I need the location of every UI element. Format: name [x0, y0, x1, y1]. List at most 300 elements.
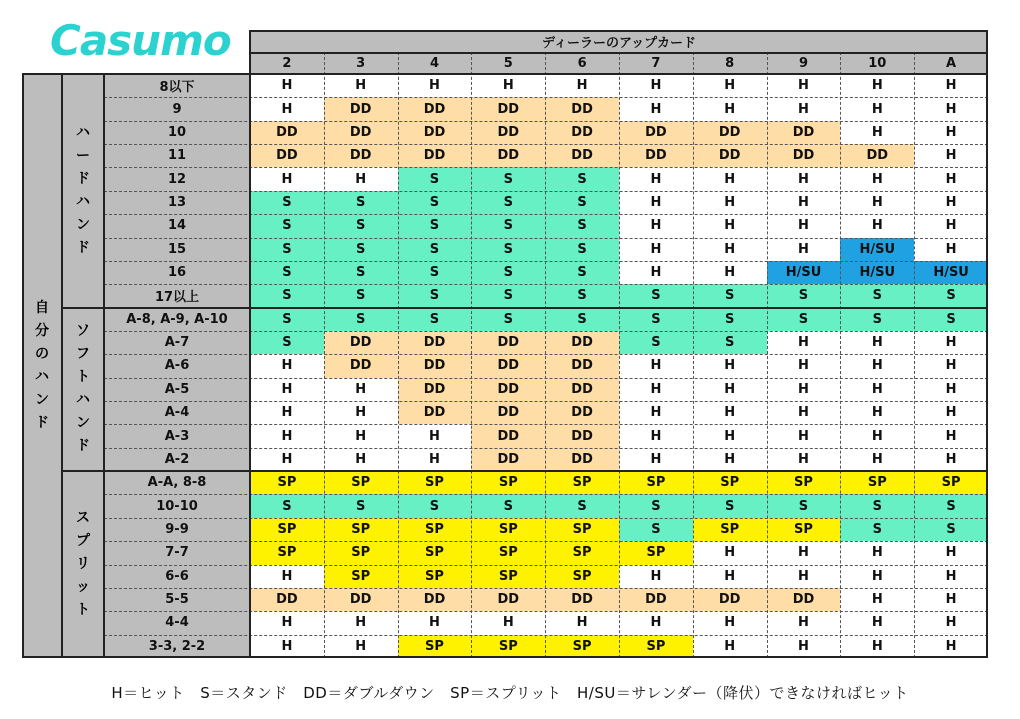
action-cell: H: [693, 611, 767, 634]
action-cell: S: [914, 518, 988, 541]
action-cell: H: [398, 448, 472, 471]
action-cell: H: [767, 611, 841, 634]
action-cell: H: [693, 401, 767, 424]
dealer-header: ディーラーのアップカード: [250, 30, 988, 52]
action-cell: S: [398, 167, 472, 190]
hand-label: 9-9: [104, 518, 250, 541]
action-cell: H: [767, 167, 841, 190]
action-cell: SP: [471, 518, 545, 541]
action-cell: S: [324, 214, 398, 237]
action-cell: SP: [914, 471, 988, 494]
hand-label: 10-10: [104, 494, 250, 517]
action-cell: DD: [324, 354, 398, 377]
action-cell: S: [840, 284, 914, 307]
hard-hand-label: [62, 74, 104, 308]
group-label-char: プ: [76, 533, 90, 550]
action-cell: DD: [619, 121, 693, 144]
group-label-char: ソ: [76, 323, 90, 340]
action-cell: H: [767, 238, 841, 261]
action-cell: H: [693, 378, 767, 401]
action-cell: S: [471, 238, 545, 261]
action-cell: H: [914, 354, 988, 377]
action-cell: DD: [250, 144, 324, 167]
action-cell: S: [545, 167, 619, 190]
action-cell: SP: [545, 565, 619, 588]
action-cell: DD: [471, 424, 545, 447]
action-cell: H: [250, 167, 324, 190]
action-cell: H: [545, 74, 619, 97]
action-cell: S: [693, 494, 767, 517]
group-label-char: ト: [76, 369, 90, 386]
action-cell: DD: [471, 448, 545, 471]
casumo-logo: Casumo: [50, 16, 231, 65]
group-label-char: ハ: [76, 193, 90, 210]
border-line: [986, 30, 988, 658]
group-label-char: ス: [76, 510, 90, 527]
player-hand-char: ン: [35, 392, 49, 408]
action-cell: DD: [545, 144, 619, 167]
action-cell: SP: [693, 471, 767, 494]
action-cell: H: [914, 238, 988, 261]
legend: H＝ヒット S＝スタンド DD＝ダブルダウン SP＝スプリット H/SU＝サレンダー（降伏）できなければヒット: [111, 684, 909, 702]
action-cell: S: [398, 214, 472, 237]
player-hand-label: [22, 74, 62, 658]
action-cell: S: [471, 494, 545, 517]
action-cell: H: [324, 448, 398, 471]
action-cell: SP: [545, 471, 619, 494]
border-line: [62, 307, 988, 309]
action-cell: H: [840, 97, 914, 120]
col-divider: [324, 52, 325, 658]
action-cell: SP: [767, 471, 841, 494]
action-cell: H: [619, 448, 693, 471]
action-cell: H: [840, 588, 914, 611]
action-cell: SP: [250, 471, 324, 494]
action-cell: DD: [545, 354, 619, 377]
action-cell: DD: [398, 97, 472, 120]
action-cell: H: [767, 635, 841, 658]
action-cell: SP: [398, 541, 472, 564]
hand-label: A-3: [104, 424, 250, 447]
action-cell: SP: [398, 518, 472, 541]
action-cell: H: [767, 191, 841, 214]
action-cell: S: [693, 284, 767, 307]
action-cell: SP: [398, 565, 472, 588]
action-cell: S: [619, 494, 693, 517]
dealer-card-2: 2: [250, 52, 324, 74]
hand-label: A-5: [104, 378, 250, 401]
action-cell: SP: [471, 541, 545, 564]
action-cell: H: [914, 191, 988, 214]
action-cell: H: [914, 424, 988, 447]
dealer-card-3: 3: [324, 52, 398, 74]
action-cell: DD: [767, 121, 841, 144]
action-cell: S: [767, 494, 841, 517]
action-cell: H: [767, 401, 841, 424]
action-cell: S: [545, 191, 619, 214]
action-cell: S: [471, 284, 545, 307]
action-cell: DD: [324, 588, 398, 611]
action-cell: H: [840, 401, 914, 424]
action-cell: H: [914, 541, 988, 564]
action-cell: H: [250, 448, 324, 471]
action-cell: SP: [545, 541, 619, 564]
hand-label: A-7: [104, 331, 250, 354]
border-line: [250, 52, 988, 54]
group-label-char: ン: [76, 216, 90, 233]
action-cell: H: [619, 97, 693, 120]
action-cell: H: [914, 331, 988, 354]
action-cell: S: [840, 308, 914, 331]
action-cell: SP: [545, 635, 619, 658]
action-cell: H: [619, 401, 693, 424]
action-cell: S: [398, 308, 472, 331]
action-cell: H: [693, 167, 767, 190]
action-cell: DD: [840, 144, 914, 167]
col-divider: [693, 52, 694, 658]
action-cell: S: [250, 308, 324, 331]
action-cell: H: [398, 74, 472, 97]
action-cell: S: [398, 494, 472, 517]
action-cell: SP: [619, 541, 693, 564]
hand-label: 10: [104, 121, 250, 144]
action-cell: H: [693, 424, 767, 447]
action-cell: S: [250, 214, 324, 237]
action-cell: H: [619, 214, 693, 237]
action-cell: DD: [619, 144, 693, 167]
action-cell: H: [619, 261, 693, 284]
action-cell: SP: [250, 541, 324, 564]
action-cell: SP: [471, 471, 545, 494]
action-cell: DD: [398, 144, 472, 167]
action-cell: H: [250, 401, 324, 424]
action-cell: S: [324, 261, 398, 284]
border-line: [22, 73, 988, 75]
col-divider: [619, 52, 620, 658]
action-cell: SP: [324, 518, 398, 541]
action-cell: DD: [545, 401, 619, 424]
action-cell: H: [767, 378, 841, 401]
action-cell: H: [914, 448, 988, 471]
action-cell: S: [840, 494, 914, 517]
action-cell: H: [693, 354, 767, 377]
action-cell: H/SU: [840, 261, 914, 284]
action-cell: S: [398, 191, 472, 214]
action-cell: H: [840, 448, 914, 471]
dealer-card-9: 9: [767, 52, 841, 74]
action-cell: SP: [471, 565, 545, 588]
action-cell: DD: [471, 588, 545, 611]
action-cell: DD: [471, 331, 545, 354]
action-cell: H: [767, 214, 841, 237]
action-cell: SP: [545, 518, 619, 541]
hand-label: 9: [104, 97, 250, 120]
action-cell: DD: [398, 331, 472, 354]
action-cell: S: [471, 214, 545, 237]
action-cell: H: [914, 588, 988, 611]
action-cell: S: [619, 308, 693, 331]
action-cell: S: [250, 331, 324, 354]
action-cell: SP: [250, 518, 324, 541]
action-cell: SP: [471, 635, 545, 658]
action-cell: H: [693, 261, 767, 284]
action-cell: S: [767, 284, 841, 307]
action-cell: DD: [471, 401, 545, 424]
dealer-card-10: 10: [840, 52, 914, 74]
action-cell: S: [619, 284, 693, 307]
action-cell: DD: [324, 331, 398, 354]
action-cell: S: [914, 308, 988, 331]
group-label-char: ド: [76, 438, 90, 455]
action-cell: DD: [398, 354, 472, 377]
dealer-card-5: 5: [471, 52, 545, 74]
action-cell: H: [250, 378, 324, 401]
action-cell: H: [619, 74, 693, 97]
group-label-char: ド: [76, 239, 90, 256]
action-cell: H: [250, 611, 324, 634]
hand-label: A-6: [104, 354, 250, 377]
action-cell: H/SU: [840, 238, 914, 261]
action-cell: H: [914, 144, 988, 167]
split-label: [62, 471, 104, 658]
dealer-card-4: 4: [398, 52, 472, 74]
action-cell: H: [619, 354, 693, 377]
action-cell: H: [250, 97, 324, 120]
action-cell: H: [693, 448, 767, 471]
action-cell: H: [693, 97, 767, 120]
action-cell: S: [767, 308, 841, 331]
action-cell: DD: [767, 588, 841, 611]
action-cell: S: [398, 238, 472, 261]
hand-label: 3-3, 2-2: [104, 635, 250, 658]
action-cell: H: [767, 448, 841, 471]
action-cell: H: [914, 74, 988, 97]
border-line: [62, 470, 988, 472]
action-cell: DD: [398, 588, 472, 611]
action-cell: H: [250, 74, 324, 97]
group-label-char: リ: [76, 556, 90, 573]
action-cell: H: [914, 635, 988, 658]
action-cell: H: [914, 401, 988, 424]
hand-label: 13: [104, 191, 250, 214]
action-cell: S: [324, 191, 398, 214]
action-cell: H: [914, 378, 988, 401]
action-cell: H: [250, 354, 324, 377]
action-cell: H: [324, 635, 398, 658]
group-label-char: ー: [76, 147, 90, 164]
action-cell: S: [250, 494, 324, 517]
border-line: [249, 74, 251, 658]
action-cell: H: [840, 167, 914, 190]
action-cell: S: [250, 261, 324, 284]
hand-label: 6-6: [104, 565, 250, 588]
action-cell: H: [840, 611, 914, 634]
action-cell: DD: [398, 121, 472, 144]
player-hand-char: ハ: [35, 369, 49, 385]
action-cell: DD: [471, 144, 545, 167]
action-cell: H: [693, 565, 767, 588]
action-cell: H: [619, 238, 693, 261]
action-cell: H: [324, 424, 398, 447]
action-cell: H: [619, 378, 693, 401]
action-cell: S: [545, 284, 619, 307]
group-label-char: フ: [76, 346, 90, 363]
action-cell: H: [840, 214, 914, 237]
dealer-card-A: A: [914, 52, 988, 74]
border-line: [250, 30, 988, 32]
col-divider: [471, 52, 472, 658]
action-cell: SP: [324, 541, 398, 564]
hand-label: 17以上: [104, 284, 250, 307]
action-cell: H: [324, 401, 398, 424]
action-cell: DD: [545, 121, 619, 144]
action-cell: S: [545, 261, 619, 284]
action-cell: DD: [545, 378, 619, 401]
dealer-card-6: 6: [545, 52, 619, 74]
action-cell: H: [767, 97, 841, 120]
hand-label: 7-7: [104, 541, 250, 564]
hand-label: 12: [104, 167, 250, 190]
player-hand-char: 分: [35, 323, 49, 339]
action-cell: S: [619, 331, 693, 354]
action-cell: DD: [693, 588, 767, 611]
action-cell: SP: [619, 635, 693, 658]
action-cell: S: [324, 238, 398, 261]
action-cell: H: [619, 565, 693, 588]
player-hand-char: 自: [35, 300, 49, 316]
player-hand-char: ド: [35, 415, 49, 431]
action-cell: H/SU: [767, 261, 841, 284]
action-cell: S: [250, 284, 324, 307]
action-cell: H: [767, 331, 841, 354]
action-cell: H: [840, 378, 914, 401]
col-divider: [545, 52, 546, 658]
action-cell: SP: [767, 518, 841, 541]
col-divider: [398, 52, 399, 658]
action-cell: DD: [324, 97, 398, 120]
action-cell: DD: [545, 97, 619, 120]
action-cell: H: [324, 378, 398, 401]
hand-label: A-2: [104, 448, 250, 471]
border-line: [103, 74, 105, 658]
dealer-card-8: 8: [693, 52, 767, 74]
action-cell: H: [250, 424, 324, 447]
action-cell: DD: [471, 354, 545, 377]
action-cell: S: [471, 308, 545, 331]
action-cell: H: [840, 121, 914, 144]
action-cell: H: [693, 214, 767, 237]
col-divider: [767, 52, 768, 658]
action-cell: H: [840, 331, 914, 354]
action-cell: SP: [840, 471, 914, 494]
action-cell: S: [398, 284, 472, 307]
strategy-table: [22, 30, 988, 658]
action-cell: DD: [471, 378, 545, 401]
action-cell: S: [324, 284, 398, 307]
group-label-char: ン: [76, 415, 90, 432]
action-cell: DD: [545, 588, 619, 611]
action-cell: S: [471, 261, 545, 284]
action-cell: SP: [324, 565, 398, 588]
border-line: [249, 30, 251, 74]
action-cell: S: [398, 261, 472, 284]
action-cell: H: [767, 74, 841, 97]
action-cell: H: [914, 214, 988, 237]
action-cell: H: [840, 74, 914, 97]
action-cell: H: [324, 611, 398, 634]
action-cell: H: [693, 635, 767, 658]
action-cell: H: [767, 541, 841, 564]
action-cell: S: [471, 167, 545, 190]
action-cell: DD: [545, 448, 619, 471]
action-cell: DD: [324, 121, 398, 144]
action-cell: DD: [398, 401, 472, 424]
hand-label: 4-4: [104, 611, 250, 634]
group-label-char: ド: [76, 170, 90, 187]
action-cell: H: [545, 611, 619, 634]
action-cell: DD: [324, 144, 398, 167]
action-cell: H: [914, 97, 988, 120]
action-cell: H/SU: [914, 261, 988, 284]
action-cell: H: [693, 238, 767, 261]
action-cell: S: [250, 238, 324, 261]
action-cell: H: [914, 167, 988, 190]
action-cell: H: [840, 565, 914, 588]
group-label-char: ッ: [76, 579, 90, 596]
action-cell: H: [840, 424, 914, 447]
action-cell: H: [619, 167, 693, 190]
col-divider: [840, 52, 841, 658]
hand-label: 8以下: [104, 74, 250, 97]
player-hand-char: の: [35, 346, 49, 362]
action-cell: H: [693, 191, 767, 214]
action-cell: H: [914, 611, 988, 634]
action-cell: H: [471, 74, 545, 97]
action-cell: DD: [693, 144, 767, 167]
action-cell: DD: [545, 331, 619, 354]
action-cell: H: [840, 635, 914, 658]
action-cell: DD: [693, 121, 767, 144]
group-label-char: ハ: [76, 124, 90, 141]
action-cell: DD: [398, 378, 472, 401]
dealer-card-7: 7: [619, 52, 693, 74]
hand-label: 16: [104, 261, 250, 284]
action-cell: H: [398, 611, 472, 634]
action-cell: H: [619, 424, 693, 447]
border-line: [22, 656, 988, 658]
action-cell: SP: [693, 518, 767, 541]
action-cell: H: [250, 565, 324, 588]
border-line: [61, 74, 63, 658]
action-cell: H: [324, 167, 398, 190]
action-cell: H: [914, 121, 988, 144]
action-cell: SP: [398, 471, 472, 494]
action-cell: S: [471, 191, 545, 214]
hand-label: A-4: [104, 401, 250, 424]
action-cell: H: [840, 354, 914, 377]
action-cell: DD: [250, 121, 324, 144]
group-label-char: ハ: [76, 392, 90, 409]
hand-label: A-A, 8-8: [104, 471, 250, 494]
action-cell: H: [250, 635, 324, 658]
action-cell: H: [471, 611, 545, 634]
action-cell: S: [545, 214, 619, 237]
group-label-char: ト: [76, 602, 90, 619]
action-cell: SP: [619, 471, 693, 494]
action-cell: S: [914, 494, 988, 517]
hand-label: 15: [104, 238, 250, 261]
action-cell: S: [250, 191, 324, 214]
